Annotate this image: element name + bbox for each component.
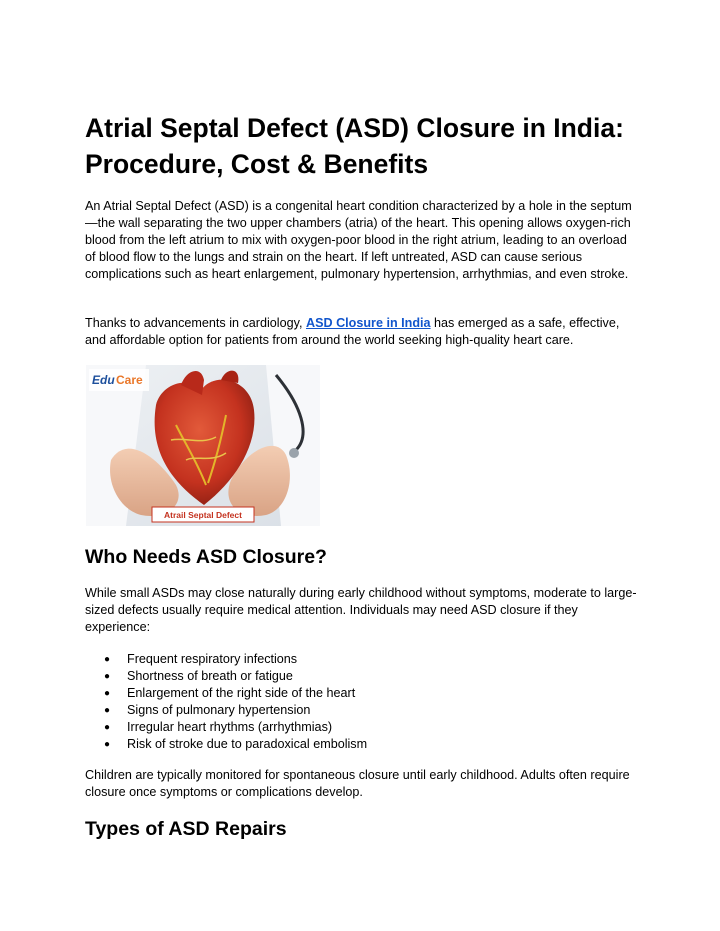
section-intro-paragraph: While small ASDs may close naturally during early childhood without symptoms, moderate to large-sized defects usually require medical attention. Individuals may need ASD closure if they experience:	[85, 586, 637, 634]
list-item: ● Risk of stroke due to paradoxical embolism	[85, 736, 637, 753]
logo-text-left: Edu	[92, 373, 115, 387]
logo-text-right: Care	[116, 373, 143, 387]
section-heading-who-needs: Who Needs ASD Closure?	[85, 546, 327, 568]
page-title: Atrial Septal Defect (ASD) Closure in India: Procedure, Cost & Benefits	[85, 113, 624, 179]
asd-closure-link[interactable]: ASD Closure in India	[305, 316, 431, 330]
list-item: ● Irregular heart rhythms (arrhythmias)	[85, 719, 637, 736]
closure-text-before: Thanks to advancements in cardiology,	[85, 316, 306, 330]
list-item: ● Frequent respiratory infections	[85, 651, 637, 668]
section-heading-types: Types of ASD Repairs	[85, 818, 287, 840]
list-item: ● Signs of pulmonary hypertension	[85, 702, 637, 719]
intro-paragraph: An Atrial Septal Defect (ASD) is a congenital heart condition characterized by a hole in the septum—the wall separating the two upper chambers (atria) of the heart. This opening allows oxygen-rich blood from the left atrium to mix with oxygen-poor blood in the right atrium, leading to an overload of blood flow to the lungs and strain on the heart. If left untreated, ASD can cause serious complications such as heart enlargement, pulmonary hypertension, arrhythmias, and even stroke.	[85, 199, 632, 281]
list-item: ● Enlargement of the right side of the heart	[85, 685, 637, 702]
symptom-list	[85, 651, 637, 753]
closure-text-after: has emerged as a safe, effective, and affordable option for patients from around the world seeking high-quality heart care.	[85, 316, 620, 347]
heart-image	[86, 365, 320, 526]
section-outro-paragraph: Children are typically monitored for spontaneous closure until early childhood. Adults often require closure once symptoms or complications develop.	[85, 768, 630, 799]
closure-paragraph	[85, 315, 637, 349]
image-caption: Atrail Septal Defect	[164, 510, 242, 520]
list-item: ● Shortness of breath or fatigue	[85, 668, 637, 685]
